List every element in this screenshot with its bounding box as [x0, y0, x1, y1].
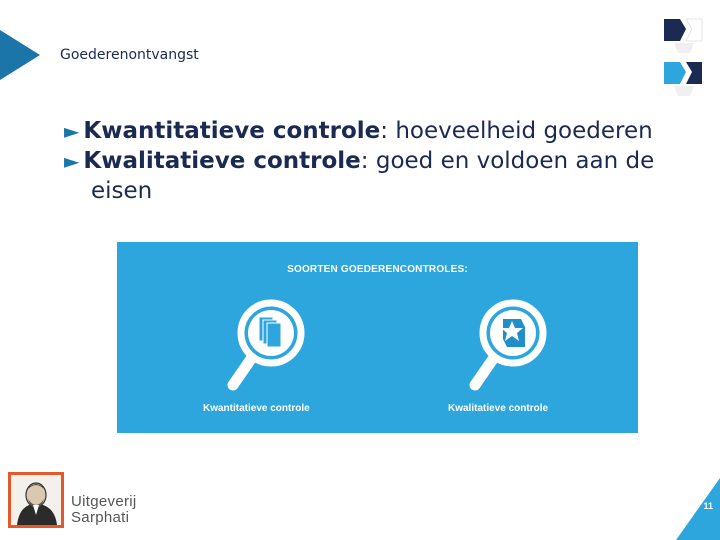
portrait-logo-icon — [8, 472, 64, 528]
bullet-continuation: eisen — [91, 178, 153, 204]
bullet-list — [64, 116, 704, 206]
bullet-text: : hoeveelheid goederen — [380, 118, 653, 144]
label-quantitative: Kwantitatieve controle — [203, 403, 310, 414]
page-number: 11 — [703, 501, 713, 511]
bullet-arrow-icon: ► — [64, 119, 80, 143]
label-qualitative: Kwalitatieve controle — [448, 403, 549, 414]
bullet-bold-text: Kwalitatieve controle — [83, 148, 361, 174]
bullet-bold-text: Kwantitatieve controle — [83, 118, 381, 144]
logo-text-line2: Sarphati — [71, 509, 130, 526]
decorative-boxes-bottom — [664, 60, 702, 98]
bullet-item-quantitative — [64, 116, 704, 146]
slide-title: Goederenontvangst — [60, 47, 199, 63]
corner-triangle — [0, 30, 40, 80]
decorative-boxes-top — [664, 17, 702, 55]
logo-text-line1: Uitgeverij — [71, 493, 137, 510]
magnifier-star-icon — [467, 297, 553, 397]
bullet-item-qualitative — [64, 146, 704, 176]
figure-title: SOORTEN GOEDERENCONTROLES: — [287, 264, 468, 275]
bullet-arrow-icon: ► — [64, 149, 80, 173]
goods-control-figure — [117, 242, 638, 433]
magnifier-boxes-icon — [225, 297, 311, 397]
page-corner-triangle — [676, 478, 720, 540]
bullet-text: : goed en voldoen aan de — [360, 148, 655, 174]
